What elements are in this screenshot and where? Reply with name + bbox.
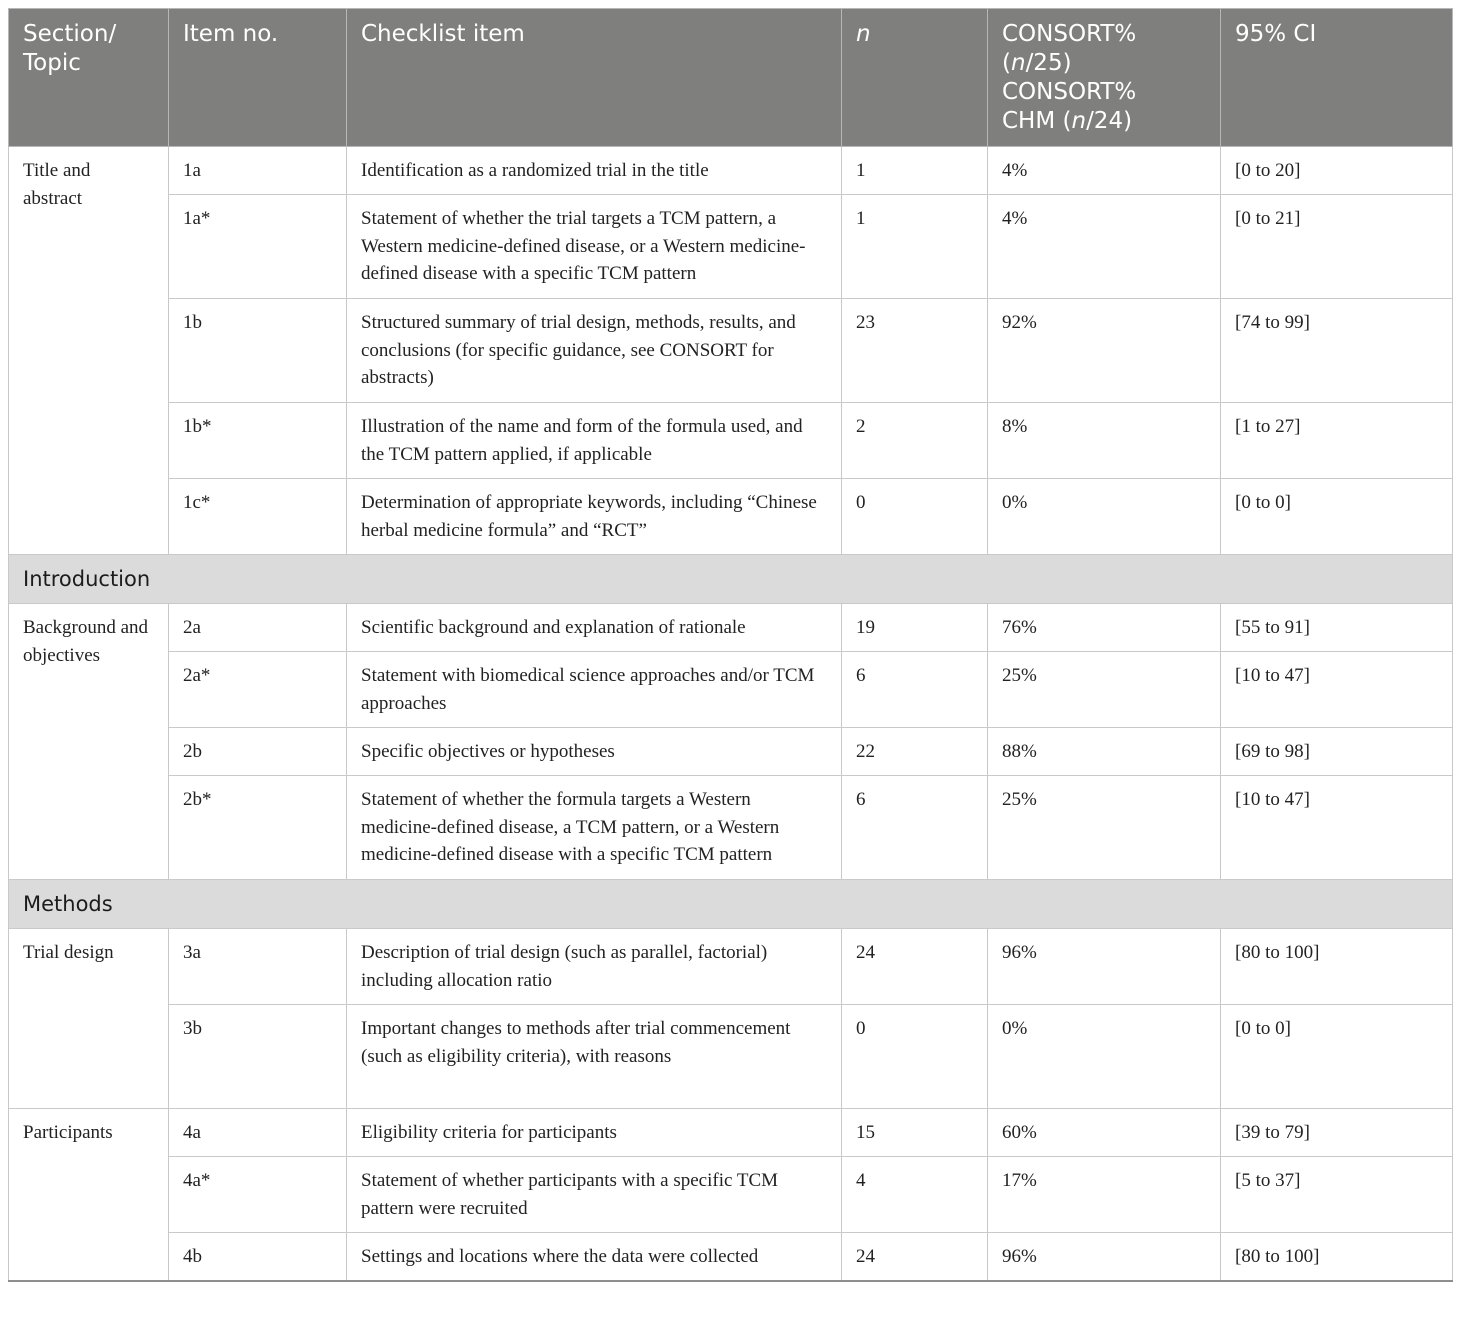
table-body	[9, 147, 1453, 1281]
checklist-item-cell: Scientific background and explanation of rationale	[347, 604, 842, 652]
consort-percent-cell: 25%	[988, 652, 1221, 728]
section-row	[9, 555, 1453, 604]
topic-cell: Participants	[9, 1109, 169, 1281]
n-cell: 1	[842, 147, 988, 195]
n-cell: 6	[842, 776, 988, 880]
item-no-cell: 4a*	[169, 1157, 347, 1233]
ci-cell: [0 to 20]	[1221, 147, 1453, 195]
n-cell: 24	[842, 1233, 988, 1281]
item-no-cell: 4b	[169, 1233, 347, 1281]
consort-percent-cell: 17%	[988, 1157, 1221, 1233]
header-ci: 95% CI	[1221, 9, 1453, 147]
item-no-cell: 3b	[169, 1005, 347, 1109]
item-no-cell: 2b	[169, 728, 347, 776]
table-row	[9, 1109, 1453, 1157]
n-cell: 6	[842, 652, 988, 728]
ci-cell: [0 to 0]	[1221, 1005, 1453, 1109]
header-item-no: Item no.	[169, 9, 347, 147]
header-consort-chm: CHM (n/24)	[1002, 108, 1133, 134]
item-no-cell: 1c*	[169, 479, 347, 555]
consort-percent-cell: 96%	[988, 1233, 1221, 1281]
item-no-cell: 2a*	[169, 652, 347, 728]
table-row	[9, 479, 1453, 555]
topic-cell: Title and abstract	[9, 147, 169, 555]
checklist-item-cell: Settings and locations where the data were collected	[347, 1233, 842, 1281]
n-cell: 24	[842, 929, 988, 1005]
consort-percent-cell: 8%	[988, 403, 1221, 479]
consort-percent-cell: 4%	[988, 147, 1221, 195]
n-cell: 1	[842, 195, 988, 299]
table-row	[9, 1233, 1453, 1281]
item-no-cell: 1b	[169, 299, 347, 403]
table-row	[9, 929, 1453, 1005]
ci-cell: [74 to 99]	[1221, 299, 1453, 403]
section-heading: Introduction	[9, 555, 1453, 604]
n-cell: 22	[842, 728, 988, 776]
ci-cell: [0 to 21]	[1221, 195, 1453, 299]
header-consort-n25: (n/25)	[1002, 50, 1072, 76]
table-row	[9, 147, 1453, 195]
item-no-cell: 1a	[169, 147, 347, 195]
checklist-item-cell: Statement of whether the trial targets a TCM pattern, a Western medicine-defined disease, or a Western medicine-defined disease with a specific TCM pattern	[347, 195, 842, 299]
ci-cell: [1 to 27]	[1221, 403, 1453, 479]
n-cell: 0	[842, 1005, 988, 1109]
consort-percent-cell: 4%	[988, 195, 1221, 299]
table-row	[9, 652, 1453, 728]
ci-cell: [39 to 79]	[1221, 1109, 1453, 1157]
header-n: n	[842, 9, 988, 147]
consort-checklist-table	[8, 8, 1453, 1282]
table-row	[9, 604, 1453, 652]
checklist-item-cell: Specific objectives or hypotheses	[347, 728, 842, 776]
table-row	[9, 728, 1453, 776]
n-cell: 2	[842, 403, 988, 479]
table-row	[9, 299, 1453, 403]
topic-cell: Trial design	[9, 929, 169, 1109]
ci-cell: [55 to 91]	[1221, 604, 1453, 652]
header-checklist-item: Checklist item	[347, 9, 842, 147]
ci-cell: [0 to 0]	[1221, 479, 1453, 555]
consort-percent-cell: 92%	[988, 299, 1221, 403]
table-row	[9, 195, 1453, 299]
section-heading: Methods	[9, 880, 1453, 929]
item-no-cell: 4a	[169, 1109, 347, 1157]
consort-percent-cell: 96%	[988, 929, 1221, 1005]
checklist-item-cell: Illustration of the name and form of the formula used, and the TCM pattern applied, if applicable	[347, 403, 842, 479]
consort-percent-cell: 25%	[988, 776, 1221, 880]
consort-percent-cell: 76%	[988, 604, 1221, 652]
topic-cell: Background and objectives	[9, 604, 169, 880]
consort-percent-cell: 0%	[988, 1005, 1221, 1109]
table-row	[9, 1157, 1453, 1233]
checklist-item-cell: Eligibility criteria for participants	[347, 1109, 842, 1157]
n-cell: 15	[842, 1109, 988, 1157]
item-no-cell: 3a	[169, 929, 347, 1005]
ci-cell: [80 to 100]	[1221, 1233, 1453, 1281]
checklist-item-cell: Determination of appropriate keywords, including “Chinese herbal medicine formula” and “RCT”	[347, 479, 842, 555]
consort-percent-cell: 88%	[988, 728, 1221, 776]
ci-cell: [80 to 100]	[1221, 929, 1453, 1005]
item-no-cell: 1a*	[169, 195, 347, 299]
checklist-item-cell: Important changes to methods after trial commencement (such as eligibility criteria), with reasons	[347, 1005, 842, 1109]
header-consort-line3: CONSORT%	[1002, 79, 1137, 105]
item-no-cell: 1b*	[169, 403, 347, 479]
n-cell: 4	[842, 1157, 988, 1233]
n-cell: 0	[842, 479, 988, 555]
item-no-cell: 2a	[169, 604, 347, 652]
checklist-item-cell: Identification as a randomized trial in the title	[347, 147, 842, 195]
table-row	[9, 776, 1453, 880]
header-row	[9, 9, 1453, 147]
header-section-topic: Section/ Topic	[9, 9, 169, 147]
ci-cell: [5 to 37]	[1221, 1157, 1453, 1233]
consort-percent-cell: 0%	[988, 479, 1221, 555]
n-cell: 19	[842, 604, 988, 652]
header-consort-percent	[988, 9, 1221, 147]
checklist-item-cell: Statement with biomedical science approaches and/or TCM approaches	[347, 652, 842, 728]
table-row	[9, 1005, 1453, 1109]
checklist-item-cell: Statement of whether the formula targets a Western medicine-defined disease, a TCM pattern, or a Western medicine-defined disease with a specific TCM pattern	[347, 776, 842, 880]
checklist-item-cell: Description of trial design (such as parallel, factorial) including allocation ratio	[347, 929, 842, 1005]
section-row	[9, 880, 1453, 929]
checklist-item-cell: Statement of whether participants with a specific TCM pattern were recruited	[347, 1157, 842, 1233]
consort-percent-cell: 60%	[988, 1109, 1221, 1157]
item-no-cell: 2b*	[169, 776, 347, 880]
n-cell: 23	[842, 299, 988, 403]
ci-cell: [10 to 47]	[1221, 652, 1453, 728]
table-row	[9, 403, 1453, 479]
header-consort-line1: CONSORT%	[1002, 21, 1137, 47]
checklist-item-cell: Structured summary of trial design, methods, results, and conclusions (for specific guidance, see CONSORT for abstracts)	[347, 299, 842, 403]
ci-cell: [69 to 98]	[1221, 728, 1453, 776]
ci-cell: [10 to 47]	[1221, 776, 1453, 880]
